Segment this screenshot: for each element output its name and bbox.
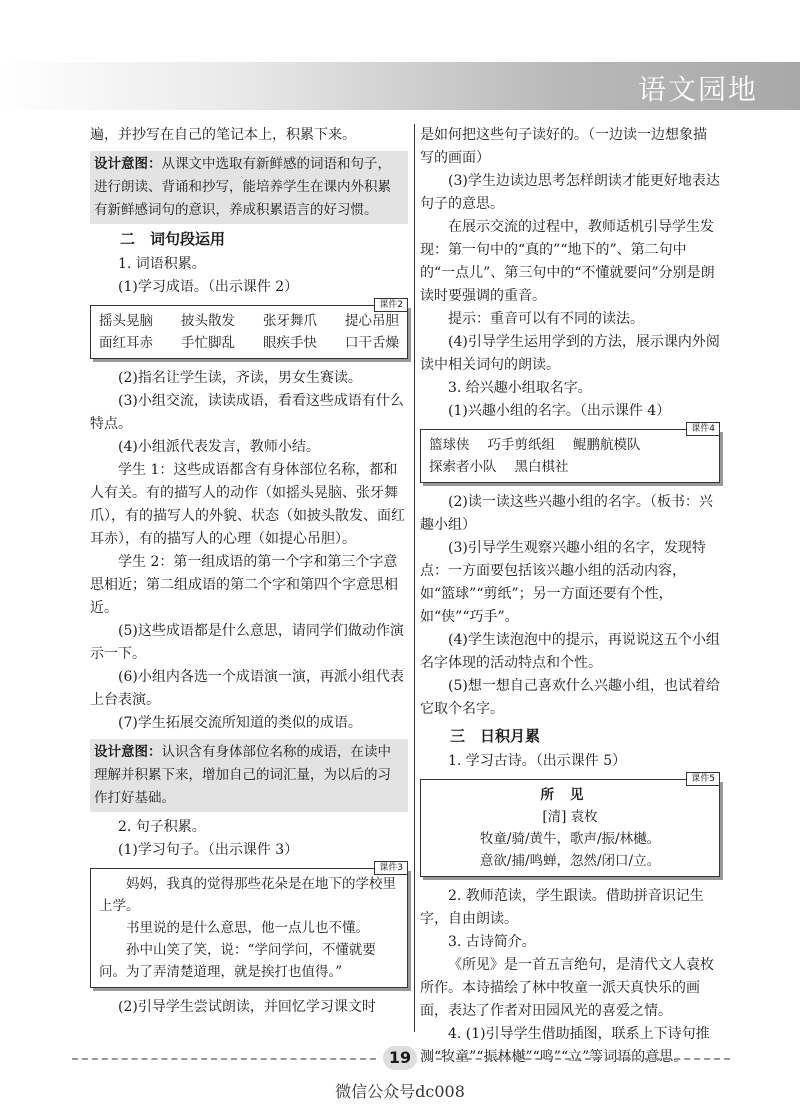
example-sentence: 书里说的是什么意思，他一点儿也不懂。: [126, 920, 369, 936]
right-column: [420, 124, 720, 1069]
paragraph: 学生 1：这些成语都含有身体部位名称，都和人有关。有的描写人的动作（如摇头晃脑、张牙舞爪），有的描写人的外貌、状态（如披头散发、面红耳赤），有的描写人的心理（如提心吊胆）。: [90, 462, 405, 547]
group-name: 探索者小队: [429, 459, 497, 475]
idiom: 口干舌燥: [345, 335, 399, 351]
paragraph: (3)小组交流，读读成语，看看这些成语有什么特点。: [90, 393, 404, 432]
paragraph: (4)引导学生运用学到的方法，展示课内外阅读中相关词句的朗读。: [420, 334, 720, 373]
group-row: [429, 434, 711, 456]
paragraph: 学生 2：第一组成语的第一个字和第三个字意思相近；第二组成语的第二个字和第四个字意思相近。: [90, 554, 398, 616]
paragraph: 2. 教师范读，学生跟读。借助拼音识记生字，自由朗读。: [420, 888, 704, 927]
poem-author: [清] 袁枚: [542, 809, 598, 825]
idiom: 张牙舞爪: [263, 313, 317, 329]
paragraph: (2)引导学生尝试朗读，并回忆学习课文时: [118, 999, 376, 1015]
paragraph: (5)这些成语都是什么意思，请同学们做动作演示一下。: [90, 623, 404, 662]
page-number: 19: [383, 1046, 417, 1070]
paragraph: (6)小组内各选一个成语演一演，再派小组代表上台表演。: [90, 669, 404, 708]
idiom: 摇头晃脑: [99, 313, 153, 329]
section-title: 语文园地: [637, 73, 758, 106]
paragraph: (3)学生边读边思考怎样朗读才能更好地表达句子的意思。: [420, 173, 720, 212]
watermark-text: 微信公众号dc008: [335, 1082, 465, 1101]
paragraph: (7)学生拓展交流所知道的类似的成语。: [118, 715, 362, 731]
paragraph: 3. 古诗简介。: [448, 934, 536, 950]
paragraph: 是如何把这些句子读好的。（一边读一边想象描写的画面）: [420, 127, 707, 166]
design-intent-box: [90, 151, 408, 224]
courseware-box: [420, 774, 720, 877]
paragraph: (4)学生读泡泡中的提示，再说说这五个小组名字体现的活动特点和个性。: [420, 632, 720, 671]
poem-line: 意欲/捕/鸣蝉，忽然/闭口/立。: [479, 853, 661, 869]
paragraph: (4)小组派代表发言，教师小结。: [118, 439, 320, 455]
footer-dashed-line: [72, 1058, 376, 1060]
paragraph: 3. 给兴趣小组取名字。: [448, 380, 592, 396]
courseware-label: 课件3: [374, 861, 408, 875]
idiom: 提心吊胆: [345, 313, 399, 329]
courseware-box: [90, 300, 408, 359]
courseware-box: [90, 863, 408, 988]
courseware-box: [420, 424, 720, 483]
idiom-row: [99, 332, 399, 354]
idiom: 面红耳赤: [99, 335, 153, 351]
paragraph: (3)引导学生观察兴趣小组的名字，发现特点：一方面要包括该兴趣小组的活动内容，如“篮球”“剪纸”；另一方面还要有个性，如“侠”“巧手”。: [420, 540, 706, 625]
design-intent-label: 设计意图：: [94, 156, 162, 172]
section-heading: 三 日积月累: [450, 727, 541, 745]
courseware-label: 课件4: [686, 422, 720, 436]
courseware-label: 课件2: [374, 298, 408, 312]
paragraph: 1. 学习古诗。（出示课件 5）: [448, 753, 627, 769]
paragraph: (1)兴趣小组的名字。（出示课件 4）: [448, 403, 671, 419]
paragraph: (2)读一读这些兴趣小组的名字。（板书：兴趣小组）: [420, 494, 713, 533]
courseware-label: 课件5: [686, 772, 720, 786]
idiom: 眼疾手快: [263, 335, 317, 351]
group-name: 黑白棋社: [514, 459, 569, 475]
footer-dashed-line: [426, 1058, 730, 1060]
idiom: 披头散发: [181, 313, 235, 329]
paragraph: (1)学习成语。（出示课件 2）: [118, 279, 299, 295]
group-name: 鲲鹏航模队: [573, 437, 641, 453]
paragraph: 在展示交流的过程中，教师适机引导学生发现：第一句中的“真的”“地下的”、第二句中的“一点儿”、第三句中的“不懂就要问”分别是朗读时要强调的重音。: [420, 219, 715, 304]
poem-title: 所见: [540, 787, 600, 803]
group-name: 篮球侠: [429, 437, 470, 453]
idiom-row: [99, 310, 399, 332]
design-intent-text: 认识含有身体部位名称的成语，在读中理解并积累下来，增加自己的词汇量，为以后的习作打好基础。: [94, 744, 391, 806]
example-sentence: 妈妈，我真的觉得那些花朵是在地下的学校里上学。: [99, 876, 396, 914]
design-intent-box: [90, 739, 408, 812]
paragraph: 1. 词语积累。: [118, 256, 206, 272]
section-heading: 二 词句段运用: [120, 230, 226, 248]
paragraph: 遍，并抄写在自己的笔记本上，积累下来。: [90, 127, 356, 143]
header-banner: [0, 62, 800, 110]
design-intent-label: 设计意图：: [94, 744, 162, 760]
paragraph: 2. 句子积累。: [118, 819, 206, 835]
paragraph: 4. (1)引导学生借助插图，联系上下诗句推测“牧童”“振林樾”“鸣”“立”等词语的意思。: [420, 1026, 710, 1065]
idiom: 手忙脚乱: [181, 335, 235, 351]
example-sentence: 孙中山笑了笑，说：“学问学问，不懂就要问。为了弄清楚道理，就是挨打也值得。”: [99, 942, 376, 980]
paragraph: (1)学习句子。（出示课件 3）: [118, 842, 299, 858]
poem-line: 牧童/骑/黄牛，歌声/振/林樾。: [479, 831, 661, 847]
column-divider: [414, 124, 415, 1032]
paragraph: 提示：重音可以有不同的读法。: [448, 311, 644, 327]
paragraph: (5)想一想自己喜欢什么兴趣小组，也试着给它取个名字。: [420, 678, 720, 717]
left-column: [90, 124, 408, 1019]
paragraph: (2)指名让学生读，齐读，男女生赛读。: [118, 370, 362, 386]
design-intent-text: 从课文中选取有新鲜感的词语和句子，进行朗读、背诵和抄写，能培养学生在课内外积累有新鲜感词句的意识，养成积累语言的好习惯。: [94, 156, 391, 218]
paragraph: 《所见》是一首五言绝句，是清代文人袁枚所作。本诗描绘了林中牧童一派天真快乐的画面，表达了作者对田园风光的喜爱之情。: [420, 957, 714, 1019]
group-name: 巧手剪纸组: [487, 437, 555, 453]
group-row: [429, 456, 711, 478]
